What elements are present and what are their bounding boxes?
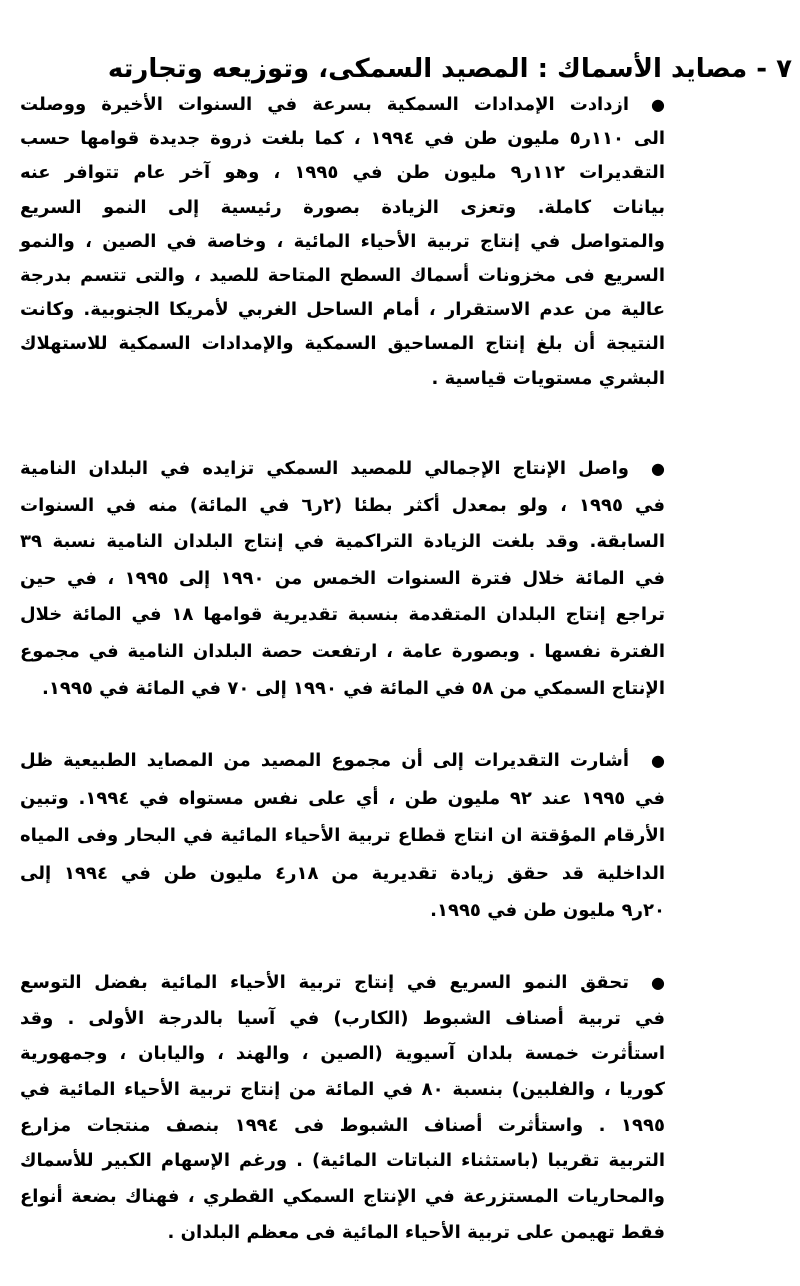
line-text: ٢٠ر٩ مليون طن في ١٩٩٥. (430, 900, 665, 921)
line-text: عالية من عدم الاستقرار ، أمام الساحل الغربي لأمريكا الجنوبية. وكانت (20, 299, 665, 321)
line-text: في تربية أصناف الشبوط (الكارب) في آسيا بالدرجة الأولى . وقد (20, 1007, 665, 1029)
text-line (20, 562, 665, 599)
text-line (20, 1144, 665, 1180)
text-line (20, 782, 665, 820)
line-text: في ١٩٩٥ ، ولو بمعدل أكثر بطئا (٢ر٦ في المائة) منه في السنوات (20, 494, 666, 516)
bullet-icon: ● (651, 751, 665, 770)
text-line (20, 525, 665, 562)
paragraph-4 (20, 966, 665, 1252)
line-text: بيانات كاملة. وتعزى الزيادة بصورة رئيسية إلى النمو السريع (20, 196, 665, 218)
line-text: ١٩٩٥ . واستأثرت أصناف الشبوط فى ١٩٩٤ بنصف منتجات مزارع (20, 1114, 665, 1136)
line-text: الداخلية قد حقق زيادة تقديرية من ١٨ر٤ مليون طن في ١٩٩٤ إلى (20, 862, 666, 884)
line-text: التقديرات ١١٢ر٩ مليون طن في ١٩٩٥ ، وهو آخر عام تتوافر عنه (20, 162, 665, 184)
text-line (20, 819, 665, 857)
line-text: النتيجة أن بلغ إنتاج المساحيق السمكية والإمدادات السمكية للاستهلاك (20, 333, 665, 355)
line-text: فقط تهيمن على تربية الأحياء المائية فى معظم البلدان . (167, 1221, 665, 1243)
text-line (20, 259, 665, 293)
text-line (20, 672, 665, 709)
line-text: والمحاريات المستزرعة في الإنتاج السمكي القطري ، فهناك بضعة أنواع (20, 1186, 665, 1208)
bullet-icon: ● (651, 459, 665, 478)
line-text: الأرقام المؤقتة ان انتاج قطاع تربية الأحياء المائية في البحار وفى المياه (20, 825, 665, 846)
line-text: تحقق النمو السريع في إنتاج تربية الأحياء المائية بفضل التوسع (20, 972, 629, 993)
paragraph-2 (20, 452, 665, 708)
text-line (20, 1109, 665, 1145)
text-line (20, 744, 665, 782)
text-line (20, 966, 665, 1002)
text-line (20, 293, 665, 327)
line-text: استأثرت خمسة بلدان آسيوية (الصين ، والهند ، واليابان ، وجمهورية (20, 1043, 665, 1065)
text-line (20, 1002, 665, 1038)
text-line (20, 1180, 665, 1216)
text-line (20, 362, 665, 396)
text-line (20, 452, 665, 489)
line-text: تراجع إنتاج البلدان المتقدمة بنسبة تقديرية قوامها ١٨ في المائة خلال (20, 604, 665, 626)
line-text: الإنتاج السمكي من ٥٨ في المائة في ١٩٩٠ إلى ٧٠ في المائة في ١٩٩٥. (42, 677, 665, 699)
text-line (20, 191, 665, 225)
line-text: ازدادت الإمدادات السمكية بسرعة في السنوات الأخيرة ووصلت (20, 94, 629, 115)
text-line (20, 857, 665, 895)
text-line (20, 225, 665, 259)
line-text: واصل الإنتاج الإجمالي للمصيد السمكي تزايده في البلدان النامية (20, 458, 629, 479)
paragraph-1 (20, 88, 665, 396)
text-line (20, 1037, 665, 1073)
line-text: والمتواصل في إنتاج تربية الأحياء المائية ، وخاصة في الصين ، والنمو (20, 230, 665, 252)
line-text: في المائة خلال فترة السنوات الخمس من ١٩٩٠ إلى ١٩٩٥ ، في حين (20, 567, 665, 589)
text-line (20, 1216, 665, 1252)
text-line (20, 156, 665, 190)
line-text: أشارت التقديرات إلى أن مجموع المصيد من المصايد الطبيعية ظل (20, 750, 629, 771)
text-line (20, 327, 665, 361)
text-line (20, 635, 665, 672)
text-line (20, 122, 665, 156)
line-text: السريع فى مخزونات أسماك السطح المتاحة للصيد ، والتى تتسم بدرجة (20, 264, 665, 286)
section-title: ٧ - مصايد الأسماك : المصيد السمكى، وتوزيعه وتجارته (107, 54, 792, 84)
line-text: التربية تقريبا (باستثناء النباتات المائية) . ورغم الإسهام الكبير للأسماك (20, 1150, 665, 1172)
paragraph-3 (20, 744, 665, 932)
line-text: الى ١١٠ر٥ مليون طن في ١٩٩٤ ، كما بلغت ذروة جديدة قوامها حسب (20, 128, 665, 150)
bullet-icon: ● (651, 973, 665, 992)
line-text: في ١٩٩٥ عند ٩٢ مليون طن ، أي على نفس مستواه في ١٩٩٤. وتبين (20, 787, 666, 809)
text-line (20, 1073, 665, 1109)
text-line (20, 894, 665, 932)
text-line (20, 489, 665, 526)
bullet-icon: ● (651, 95, 665, 114)
line-text: السابقة. وقد بلغت الزيادة التراكمية في إنتاج البلدان النامية نسبة ٣٩ (20, 531, 665, 553)
line-text: كوريا ، والفلبين) بنسبة ٨٠ في المائة من إنتاج تربية الأحياء المائية في (20, 1079, 665, 1101)
text-line (20, 598, 665, 635)
text-line (20, 88, 665, 122)
line-text: البشري مستويات قياسية . (431, 367, 665, 389)
line-text: الفترة نفسها . وبصورة عامة ، ارتفعت حصة البلدان النامية في مجموع (20, 640, 665, 662)
